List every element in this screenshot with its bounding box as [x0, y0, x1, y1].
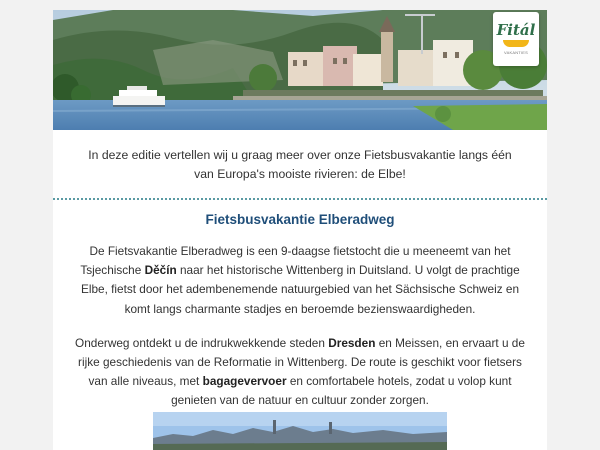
para2-text-e: en comfortabele hotels, zodat u volop kunt genieten van de natuur en cultuur zonder zorgen. — [171, 374, 512, 408]
logo-wordmark: Fitál — [496, 21, 536, 39]
para1-text-c: naar het historische Wittenberg in Duitsland. U volgt de prachtige Elbe, fietst door het adembenemende natuurgebied van het Sächsische Schweiz en komt langs charmante stadjes en beroemde bezienswaardigheden. — [80, 263, 520, 316]
hero-image — [53, 10, 547, 130]
paragraph-intro-route — [71, 242, 529, 319]
dresden-photo — [153, 412, 447, 450]
fital-logo[interactable] — [493, 12, 539, 66]
para2-text-a: Onderweg ontdekt u de indrukwekkende steden — [75, 335, 329, 350]
hero-photo — [53, 10, 547, 130]
intro-text: In deze editie vertellen wij u graag meer over onze Fietsbusvakantie langs één van Europa's mooiste rivieren: de Elbe! — [88, 148, 512, 181]
dotted-divider — [53, 198, 547, 200]
email-body — [53, 10, 547, 450]
sun-icon — [503, 40, 529, 47]
section-title: Fietsbusvakantie Elberadweg — [205, 212, 395, 227]
para2-bold-bagagevervoer: bagagevervoer — [202, 374, 287, 389]
logo-tagline: VAKANTIES — [504, 50, 528, 55]
para1-text-a: De Fietsvakantie Elberadweg is een 9-daagse fietstocht die u meeneemt van het Tsjechische — [80, 244, 511, 278]
paragraph-route-details — [71, 334, 529, 411]
para1-bold-decin: Děčín — [144, 263, 177, 278]
dresden-skyline-image — [153, 412, 447, 450]
para2-bold-dresden: Dresden — [328, 335, 376, 350]
para2-text-c: en Meissen, en ervaart u de rijke geschiedenis van de Reformatie in Wittenberg. De route is geschikt voor fietsers van alle niveaus, met — [78, 335, 525, 389]
